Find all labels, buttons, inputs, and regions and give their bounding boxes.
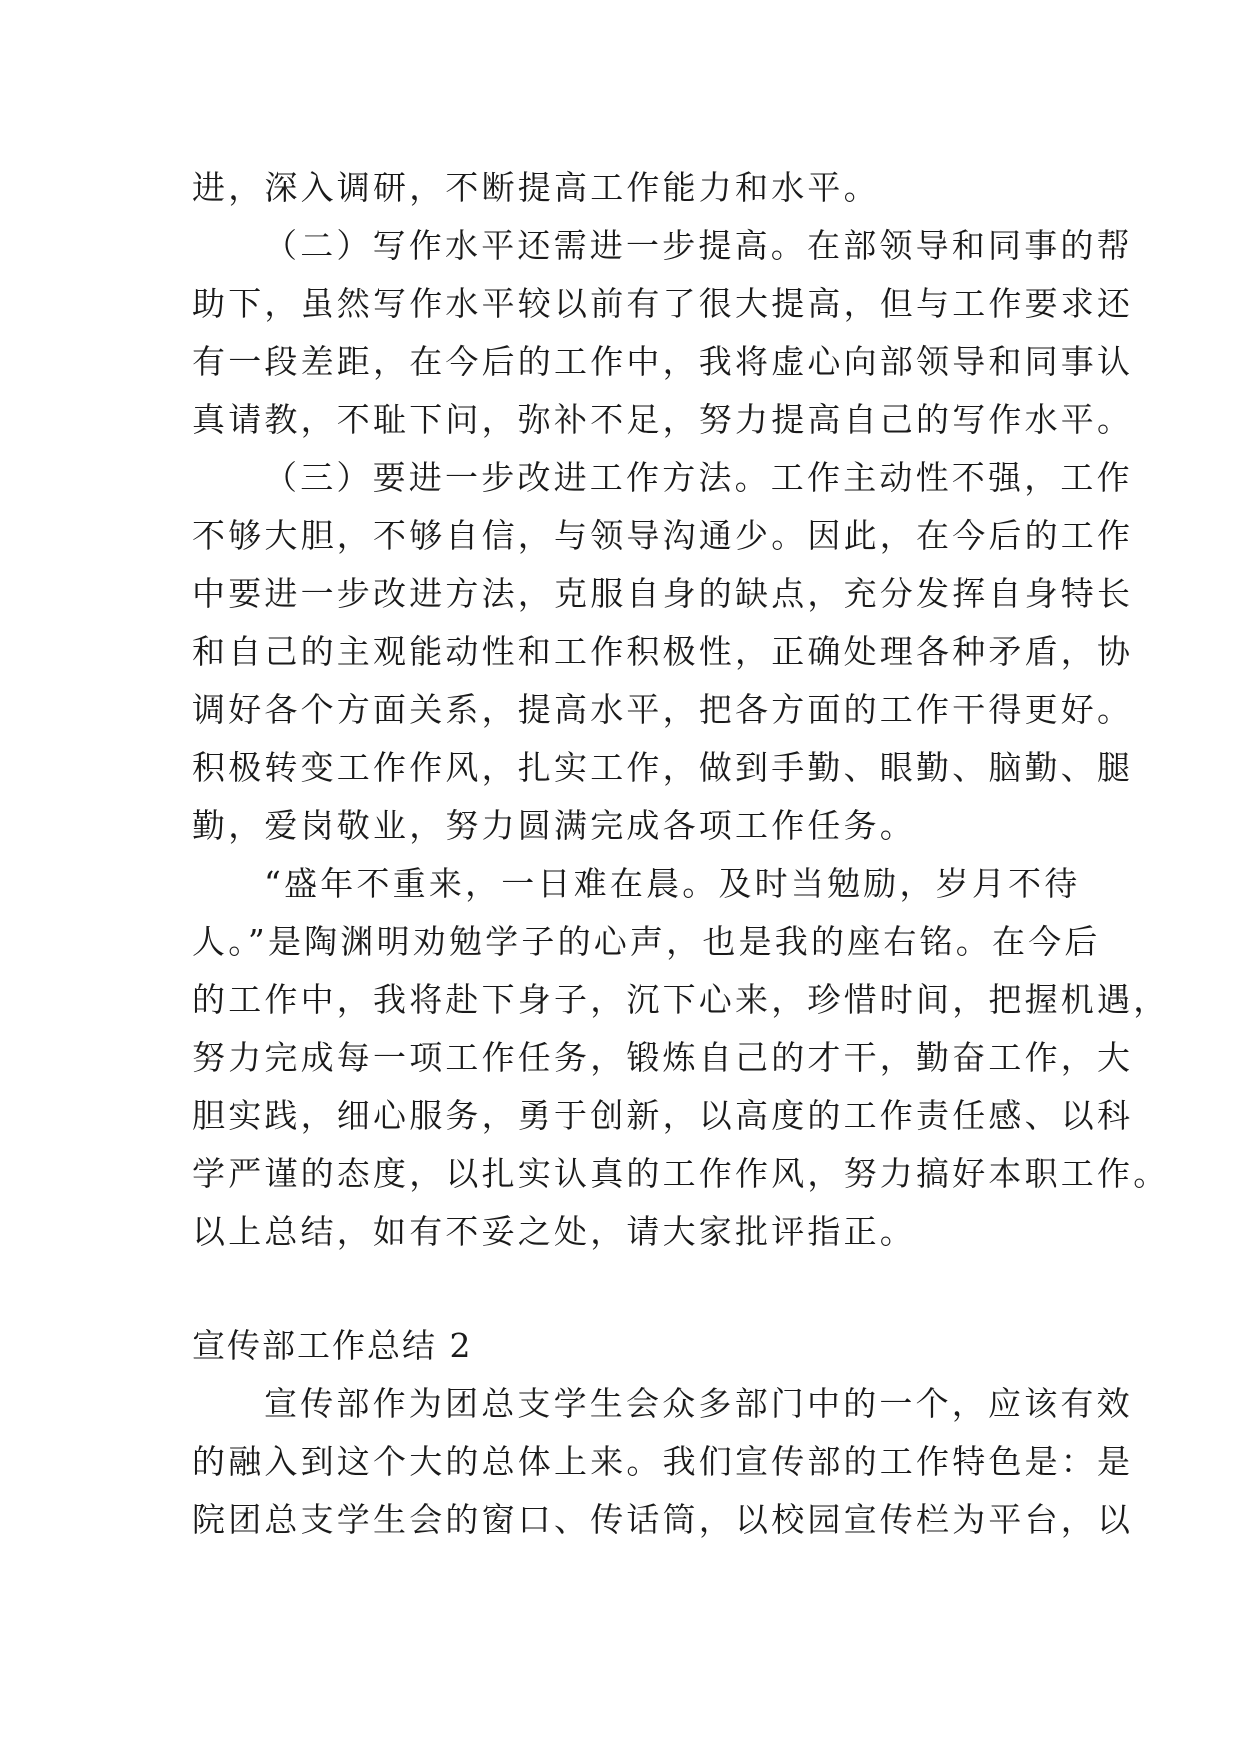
text-line: 以上总结，如有不妥之处，请大家批评指正。 bbox=[192, 1212, 916, 1251]
text-line: 的融入到这个大的总体上来。我们宣传部的工作特色是：是 bbox=[192, 1442, 1134, 1481]
text-line: 宣传部作为团总支学生会众多部门中的一个，应该有效 bbox=[264, 1384, 1133, 1423]
text-line: 有一段差距，在今后的工作中，我将虚心向部领导和同事认 bbox=[192, 342, 1134, 381]
text-line: 胆实践，细心服务，勇于创新，以高度的工作责任感、以科 bbox=[192, 1096, 1134, 1135]
text-line: 院团总支学生会的窗口、传话筒，以校园宣传栏为平台，以 bbox=[192, 1500, 1134, 1539]
section-heading: 宣传部工作总结 2 bbox=[192, 1326, 473, 1365]
text-line: 进，深入调研，不断提高工作能力和水平。 bbox=[192, 168, 880, 207]
text-line: 努力完成每一项工作任务，锻炼自己的才干，勤奋工作，大 bbox=[192, 1038, 1134, 1077]
text-line: 不够大胆，不够自信，与领导沟通少。因此，在今后的工作 bbox=[192, 516, 1134, 555]
text-line: 真请教，不耻下问，弥补不足，努力提高自己的写作水平。 bbox=[192, 400, 1134, 439]
text-line: （三）要进一步改进工作方法。工作主动性不强，工作 bbox=[264, 458, 1133, 497]
text-line: 的工作中，我将赴下身子，沉下心来，珍惜时间，把握机遇， bbox=[192, 980, 1170, 1019]
text-line: 和自己的主观能动性和工作积极性，正确处理各种矛盾，协 bbox=[192, 632, 1134, 671]
text-line: 中要进一步改进方法，克服自身的缺点，充分发挥自身特长 bbox=[192, 574, 1134, 613]
text-line: 调好各个方面关系，提高水平，把各方面的工作干得更好。 bbox=[192, 690, 1134, 729]
text-line: 助下，虽然写作水平较以前有了很大提高，但与工作要求还 bbox=[192, 284, 1134, 323]
text-line: 人。”是陶渊明劝勉学子的心声，也是我的座右铭。在今后 bbox=[192, 922, 1101, 961]
text-line: “盛年不重来，一日难在晨。及时当勉励，岁月不待 bbox=[264, 864, 1081, 903]
text-line: 积极转变工作作风，扎实工作，做到手勤、眼勤、脑勤、腿 bbox=[192, 748, 1134, 787]
text-line: （二）写作水平还需进一步提高。在部领导和同事的帮 bbox=[264, 226, 1133, 265]
text-line: 勤，爱岗敬业，努力圆满完成各项工作任务。 bbox=[192, 806, 916, 845]
text-line: 学严谨的态度，以扎实认真的工作作风，努力搞好本职工作。 bbox=[192, 1154, 1170, 1193]
